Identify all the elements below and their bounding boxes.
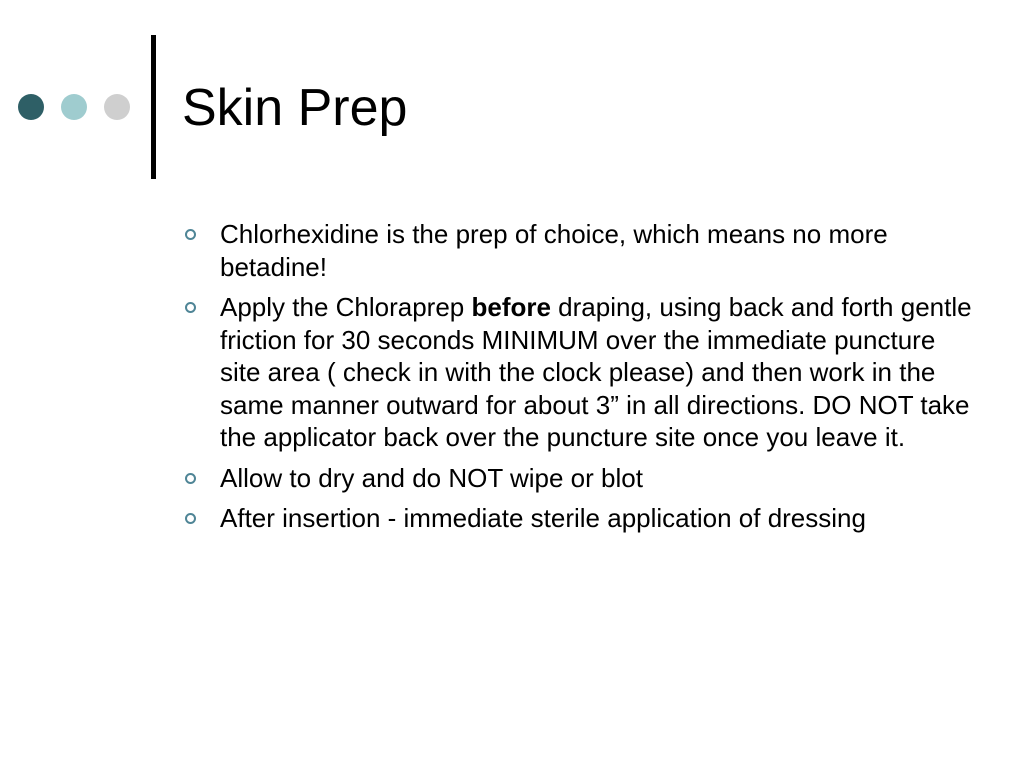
slide-title: Skin Prep [182,79,408,137]
bullet-circle-icon [185,513,196,524]
bullet-text-bold: before [471,292,551,322]
decorative-dot-teal [61,94,87,120]
bullet-item [182,502,972,535]
bullet-circle-icon [185,302,196,313]
bullet-item [182,218,972,283]
decorative-dot-dark [18,94,44,120]
bullet-list [182,218,972,543]
bullet-item [182,291,972,454]
bullet-item [182,462,972,495]
bullet-text-after: draping, using back and forth gentle friction for 30 seconds MINIMUM over the immediate puncture site area ( check in with the clock please) and then work in the same manner outward for about 3” in all directions. DO NOT take the applicator back over the puncture site once you leave it. [220,292,972,452]
decorative-dot-gray [104,94,130,120]
bullet-text: Chlorhexidine is the prep of choice, which means no more betadine! [220,219,888,282]
bullet-circle-icon [185,473,196,484]
bullet-text: Allow to dry and do NOT wipe or blot [220,462,643,493]
bullet-text-before: Apply the Chloraprep [220,292,472,322]
bullet-text: After insertion - immediate sterile application of dressing [220,503,866,533]
bullet-circle-icon [185,229,196,240]
title-divider [151,35,156,179]
